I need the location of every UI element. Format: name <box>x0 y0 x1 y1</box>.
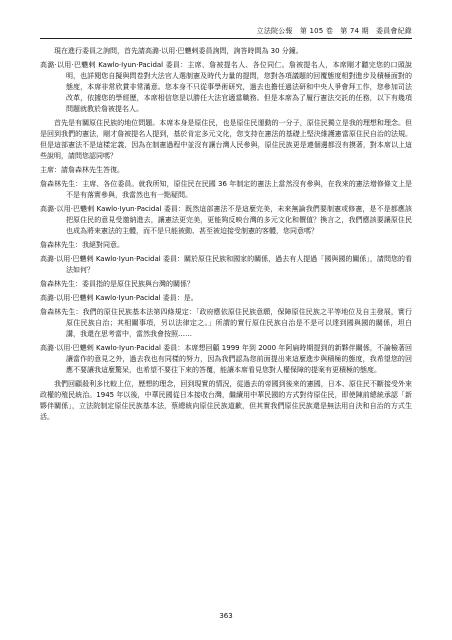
page-footer <box>0 612 452 620</box>
transcript-paragraph: 高潞‧以用‧巴魕剌 Kawlo‧Iyun‧Pacidal 委員：關於原住民族和國家的關係，過去有人提過「國與國的關係」，請問您的看法如何？ <box>40 255 412 274</box>
minutes-body <box>40 46 412 426</box>
transcript-paragraph: 詹森林先生：主席、各位委員。就我所知，原住民在民國 36 年制定的憲法上當然沒有參與，在我來的憲法增修條文上是不是有落實參與，我當然也有一點疑問。 <box>40 180 412 199</box>
running-header <box>40 20 412 36</box>
page-number: 363 <box>219 612 233 620</box>
transcript-paragraph: 詹森林先生：我絕對同意。 <box>40 241 124 249</box>
header-text: 立法院公報 第 105 卷 第 74 期 委員會紀錄 <box>256 27 412 35</box>
transcript-paragraph: 詹森林先生：委員指的是原住民族與台灣的關係？ <box>40 280 194 288</box>
transcript-paragraph: 高潞‧以用‧巴魕剌 Kawlo‧Iyun‧Pacidal 委員：主席、詹被提名人、各位同仁。詹被提名人，本席剛才聽完您的口頭說明，也詳閱您自擬與問卷對大法官人選制憲及時代力量的提問，您對各項議題的回覆態度相對進步及積極面對的態度，本席非常欣賞非常滿意。您本身不只從事學術研究，過去也擔任過法研和中央人爭會拜工作，您參加司法改革，依據您的學經歷，本席相信您是以勝任大法官適當職務。但是本席為了履行憲法交託的任務，以下有幾項問題就教於詹被提名人。 <box>40 61 412 113</box>
transcript-paragraph: 高潞‧以用‧巴魕剌 Kawlo‧Iyun‧Pacidal 委員：是。 <box>40 294 198 302</box>
transcript-paragraph: 首先是有關原住民族的地位問題。本席本身是原住民，也是原住民運動的一分子，原住民獨立是我的理想和理念。但是回到我們的憲法，剛才詹被提名人提到，基於肯定多元文化，您支持在憲法的基礎上堅決維護憲當原住民自治的法規。但是這部憲法不是這樣定義，因為在制憲過程中並沒有讓台灣人民參與，原住民族更是連個邊都沒有摸著，對本席以上這些說明，請問您認同嗎？ <box>40 119 412 160</box>
transcript-paragraph: 現在進行委員之詢問，首先請高潞‧以用‧巴魕剌委員詢問，詢答時間為 30 分鐘。 <box>54 47 303 55</box>
transcript-paragraph: 我們回顧殺利多比較上位，歷想的理念，回到現實的情況，從過去的帝國到後來的憲國，日本、原住民不斷接受外來政權的殖民統治。1945 年以後，中華民國從日本接收台灣，繼續用中華民國的方式對待原住民，即使陳前總統承認「新夥伴關係」，立法院制定原住民族基本法，蔡總統向原住民族道歉，但其實我們原住民族還是無法用自決和自治的方式生活。 <box>40 380 412 421</box>
header-rule <box>40 38 412 39</box>
transcript-paragraph: 高潞‧以用‧巴魕剌 Kawlo‧Iyun‧Pacidal 委員：本席想回顧 1999 年到 2000 年阿扁時期提到的新夥伴關係，不論檢著回讓當作的意見之外，過去我也有同樣的努力，因為我們認為您前面提出來這麼進步與積極的態度，我希望您的回應不要讓我這麼驚呆，也希望不要往下來的答覆，能讓本席看見您對人權保障的提案有更積極的態度。 <box>40 344 412 374</box>
transcript-paragraph: 高潞‧以用‧巴魕剌 Kawlo‧Iyun‧Pacidal 委員：既然這部憲法不是這麼完美，未來無論我們要制憲或修憲，是不是都應該把原住民的意見受邀納進去，讓憲法更完美，更能夠反映台灣的多元文化和價值？換言之，我們應該要讓原住民也成為將來憲法的主體，而不是只能被動、甚至被迫接受制憲的客體，您同意嗎？ <box>40 205 412 235</box>
transcript-paragraph: 詹森林先生：我們的原住民族基本法第四條規定：「政府應依原住民族意願，保障原住民族之平等地位及自主發展，實行原住民族自治；其相關事項，另以法律定之。」所謂的實行原住民族自治是不是可以達到國與國的關係，坦白講，我還在思考當中，當然我會按照…… <box>40 308 412 338</box>
transcript-paragraph: 主席：請詹森林先生答復。 <box>40 166 124 174</box>
